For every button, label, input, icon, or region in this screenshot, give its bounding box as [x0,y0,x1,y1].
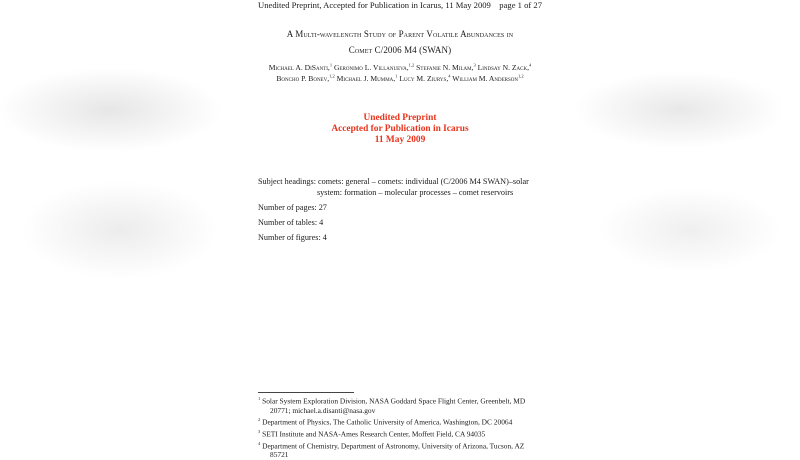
title-line-1: A Multi-wavelength Study of Parent Volatile Abundances in [286,29,514,39]
author: Stefanie N. Milam,$^3$ [416,62,476,72]
notice-line-3: 11 May 2009 [374,135,426,145]
number-of-tables: Number of tables: 4 [258,218,324,227]
notice-line-2: Accepted for Publication in Icarus [331,124,469,134]
author: Michael J. Mumma,$^1$ [336,73,398,83]
number-of-figures: Number of figures: 4 [258,233,327,242]
title-line-2: Comet C/2006 M4 (SWAN) [348,45,452,55]
author: Michael A. DiSanti,$^1$ [268,62,333,72]
author: Geronimo L. Villanueva,$^{1,2}$ [334,62,415,72]
subject-headings-line-2: system: formation – molecular processes – comet reservoirs [317,188,514,197]
footnote: $^1$ Solar System Exploration Division, NASA Goddard Space Flight Center, Greenbelt, MD 20771; michael.a.disanti@nasa.gov [258,396,526,415]
author: Lindsay N. Zack,$^4$ [477,62,532,72]
document-page [258,0,542,460]
author: Lucy M. Ziurys,$^4$ [399,73,451,83]
author: William M. Anderson$^{1,2}$ [452,73,524,83]
paper-metadata [258,176,542,247]
notice-line-1: Unedited Preprint [363,113,437,123]
author: Boncho P. Bonev,$^{1,2}$ [276,73,335,83]
footnote: $^2$ Department of Physics, The Catholic University of America, Washington, DC 20064 [258,417,513,427]
footnote: $^4$ Department of Chemistry, Department of Astronomy, University of Arizona, Tucson, AZ 85721 [258,440,525,460]
preprint-notice [258,113,542,146]
author-list [258,62,542,84]
subject-headings-line-1: Subject headings: comets: general – comets: individual (C/2006 M4 SWAN)–solar [258,177,529,186]
page-number: page 1 of 27 [499,0,542,10]
number-of-pages: Number of pages: 27 [258,203,327,212]
footnote: $^3$ SETI Institute and NASA-Ames Research Center, Moffett Field, CA 94035 [258,428,486,439]
paper-title [258,26,542,58]
running-head-left: Unedited Preprint, Accepted for Publication in Icarus, 11 May 2009 [258,0,491,10]
footnote-divider [258,392,354,393]
subject-headings [258,176,542,198]
